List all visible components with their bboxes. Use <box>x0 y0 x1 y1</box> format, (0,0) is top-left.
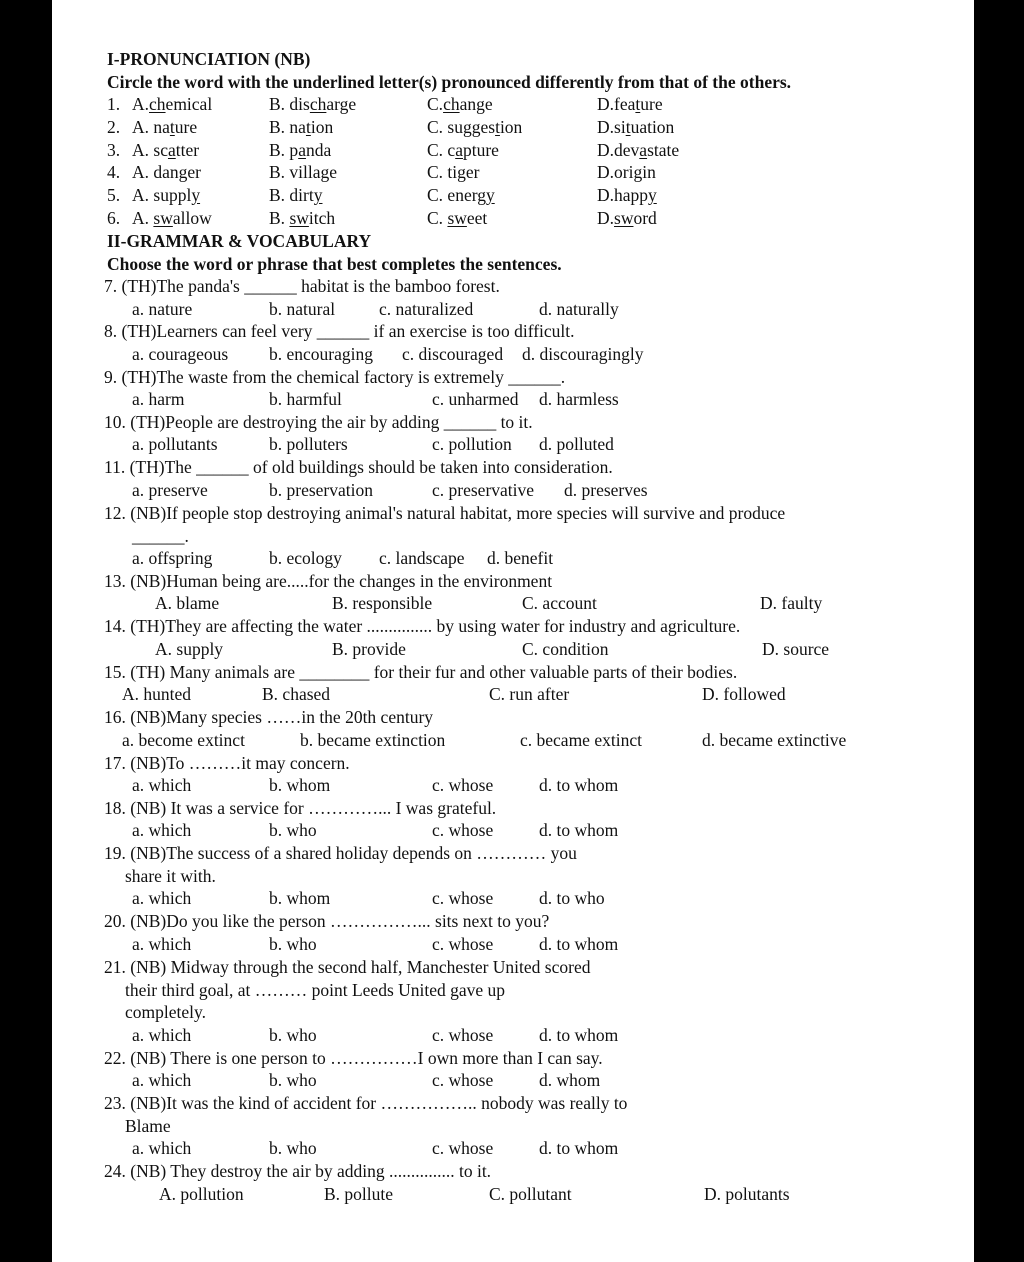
section-title-pronunciation: I-PRONUNCIATION (NB) <box>107 49 311 69</box>
option-text: C. sugges <box>427 117 496 137</box>
question-number: 4. <box>107 162 121 182</box>
answer-option[interactable]: d. harmless <box>539 389 619 409</box>
underlined-letters: sw <box>153 208 173 228</box>
option-text: A. <box>132 208 154 228</box>
answer-option[interactable]: d. preserves <box>564 480 648 500</box>
answer-option[interactable]: c. whose <box>432 775 494 795</box>
underlined-letters: g <box>633 162 643 182</box>
answer-option[interactable]: c. unharmed <box>432 389 519 409</box>
option-text: C. energ <box>427 185 486 205</box>
answer-option[interactable]: b. ecology <box>269 548 342 568</box>
question-text: 11. (TH)The ______ of old buildings should be taken into consideration. <box>104 457 613 477</box>
answer-option[interactable]: d. to whom <box>539 820 619 840</box>
answer-option[interactable] <box>427 207 487 229</box>
option-text: B. <box>269 208 290 228</box>
answer-option[interactable]: d. benefit <box>487 548 554 568</box>
option-text: allow <box>172 208 212 228</box>
underlined-letters: t <box>635 94 641 114</box>
question-number: 5. <box>107 185 121 205</box>
question-text: 24. (NB) They destroy the air by adding ............... to it. <box>104 1161 492 1181</box>
answer-option[interactable]: c. pollution <box>432 434 512 454</box>
answer-option[interactable]: c. preservative <box>432 480 535 500</box>
option-text: uation <box>630 117 675 137</box>
answer-option[interactable]: b. encouraging <box>269 344 373 364</box>
question-text: 20. (NB)Do you like the person ……………... sits next to you? <box>104 911 550 931</box>
answer-option[interactable]: c. discouraged <box>402 344 504 364</box>
answer-option[interactable] <box>269 207 335 229</box>
answer-option[interactable]: d. became extinctive <box>702 730 847 750</box>
answer-option[interactable]: d. to whom <box>539 775 619 795</box>
option-text: er <box>465 162 480 182</box>
option-text: ion <box>310 117 334 137</box>
underlined-letters: sw <box>289 208 309 228</box>
answer-option[interactable]: B. chased <box>262 684 331 704</box>
underlined-letters: sw <box>447 208 467 228</box>
answer-option[interactable]: C. pollutant <box>489 1184 572 1204</box>
option-text: ord <box>633 208 657 228</box>
answer-option[interactable] <box>269 116 333 138</box>
answer-option[interactable]: A. blame <box>155 593 220 613</box>
question-text: 18. (NB) It was a service for …………... I was grateful. <box>104 798 497 818</box>
option-text: D.happ <box>597 185 649 205</box>
option-text: ure <box>640 94 663 114</box>
underlined-letters: g <box>457 162 466 182</box>
answer-option[interactable]: a. courageous <box>132 344 229 364</box>
answer-option[interactable]: a. harm <box>132 389 185 409</box>
option-text: A. na <box>132 117 170 137</box>
option-text: state <box>647 140 680 160</box>
option-text: C. ti <box>427 162 458 182</box>
answer-option[interactable]: c. whose <box>432 1025 494 1045</box>
option-text: nda <box>305 140 332 160</box>
answer-option[interactable]: b. whom <box>269 775 331 795</box>
question-text: 21. (NB) Midway through the second half, Manchester United scored <box>104 957 591 977</box>
answer-option[interactable]: d. to who <box>539 888 605 908</box>
option-text: pture <box>462 140 499 160</box>
answer-option[interactable]: b. who <box>269 934 317 954</box>
underlined-letters: a <box>455 140 463 160</box>
question-text: 10. (TH)People are destroying the air by adding ______ to it. <box>104 412 533 432</box>
answer-option[interactable] <box>132 161 201 183</box>
answer-option[interactable]: b. who <box>269 1138 317 1158</box>
question-text: 13. (NB)Human being are.....for the changes in the environment <box>104 571 553 591</box>
answer-option[interactable] <box>132 139 199 161</box>
document-body <box>52 0 974 1262</box>
answer-option[interactable]: A. supply <box>155 639 224 659</box>
option-text: itch <box>308 208 336 228</box>
question-number: 1. <box>107 94 121 114</box>
answer-option[interactable] <box>427 161 480 183</box>
answer-option[interactable]: A. hunted <box>122 684 192 704</box>
option-text: C. <box>427 94 444 114</box>
question-text: 7. (TH)The panda's ______ habitat is the bamboo forest. <box>104 276 500 296</box>
worksheet-page <box>52 0 974 1262</box>
answer-option[interactable]: a. pollutants <box>132 434 218 454</box>
option-text: arge <box>326 94 357 114</box>
answer-option[interactable]: D. followed <box>702 684 786 704</box>
underlined-letters: g <box>320 162 330 182</box>
answer-option[interactable]: D. faulty <box>760 593 823 613</box>
answer-option[interactable] <box>597 116 674 138</box>
answer-option[interactable]: c. whose <box>432 1138 494 1158</box>
option-text: eet <box>466 208 488 228</box>
question-text-continued: their third goal, at ……… point Leeds United gave up <box>125 980 506 1000</box>
question-text: 14. (TH)They are affecting the water ............... by using water for industry and agriculture. <box>104 616 741 636</box>
option-text: er <box>187 162 202 182</box>
answer-option[interactable]: c. became extinct <box>520 730 642 750</box>
section-instruction-grammar: Choose the word or phrase that best completes the sentences. <box>107 254 562 274</box>
answer-option[interactable]: D. source <box>762 639 830 659</box>
underlined-letters: t <box>625 117 631 137</box>
option-text: B. p <box>269 140 299 160</box>
question-text: 15. (TH) Many animals are ________ for their fur and other valuable parts of their bodies. <box>104 662 738 682</box>
option-text: ion <box>499 117 523 137</box>
section-instruction-pronunciation: Circle the word with the underlined letter(s) pronounced differently from that of the others. <box>107 72 792 92</box>
answer-option[interactable] <box>132 207 212 229</box>
answer-option[interactable] <box>597 184 657 206</box>
question-text: 8. (TH)Learners can feel very ______ if an exercise is too difficult. <box>104 321 575 341</box>
underlined-letters: y <box>648 185 657 205</box>
option-text: D.dev <box>597 140 640 160</box>
answer-option[interactable]: A. pollution <box>159 1184 244 1204</box>
section-title-grammar: II-GRAMMAR & VOCABULARY <box>107 231 372 251</box>
answer-option[interactable] <box>427 93 493 115</box>
underlined-letters: ch <box>149 94 166 114</box>
answer-option[interactable]: b. whom <box>269 888 331 908</box>
answer-option[interactable] <box>269 139 331 161</box>
answer-option[interactable]: d. naturally <box>539 299 619 319</box>
question-text-continued: Blame <box>125 1116 171 1136</box>
question-number: 3. <box>107 140 121 160</box>
underlined-letters: a <box>167 140 176 160</box>
answer-option[interactable]: C. run after <box>489 684 570 704</box>
answer-option[interactable] <box>597 93 663 115</box>
answer-option[interactable]: c. whose <box>432 888 494 908</box>
option-text: A. suppl <box>132 185 192 205</box>
option-text: B. dirt <box>269 185 314 205</box>
question-text: 9. (TH)The waste from the chemical factory is extremely ______. <box>104 367 566 387</box>
option-text: B. villa <box>269 162 321 182</box>
option-text: A. <box>132 94 150 114</box>
answer-option[interactable]: b. harmful <box>269 389 342 409</box>
question-text-continued: ______. <box>132 526 189 546</box>
question-text: 16. (NB)Many species ……in the 20th century <box>104 707 434 727</box>
underlined-letters: t <box>169 117 175 137</box>
answer-option[interactable] <box>427 184 495 206</box>
answer-option[interactable]: a. preserve <box>132 480 208 500</box>
answer-option[interactable]: a. offspring <box>132 548 213 568</box>
underlined-letters: y <box>485 185 495 205</box>
answer-option[interactable]: b. preservation <box>269 480 373 500</box>
answer-option[interactable] <box>427 116 522 138</box>
underlined-letters: g <box>178 162 188 182</box>
option-text: in <box>642 162 656 182</box>
option-text: ange <box>459 94 493 114</box>
option-text: A. sc <box>132 140 168 160</box>
option-text: D. <box>597 208 615 228</box>
answer-option[interactable]: c. whose <box>432 1070 494 1090</box>
option-text: ure <box>174 117 198 137</box>
option-text: D.fea <box>597 94 636 114</box>
question-text: 19. (NB)The success of a shared holiday depends on ………… you <box>104 843 577 863</box>
answer-option[interactable]: B. responsible <box>332 593 433 613</box>
answer-option[interactable]: a. which <box>132 1070 192 1090</box>
answer-option[interactable]: b. who <box>269 820 317 840</box>
option-text: tter <box>175 140 200 160</box>
option-text: emical <box>165 94 213 114</box>
answer-option[interactable]: B. provide <box>332 639 406 659</box>
answer-option[interactable]: d. discouragingly <box>522 344 644 364</box>
answer-option[interactable]: c. landscape <box>379 548 465 568</box>
question-number: 6. <box>107 208 121 228</box>
answer-option[interactable] <box>597 139 679 161</box>
answer-option[interactable]: c. whose <box>432 934 494 954</box>
answer-option[interactable] <box>269 93 356 115</box>
answer-option[interactable] <box>269 161 337 183</box>
answer-option[interactable]: b. who <box>269 1025 317 1045</box>
answer-option[interactable]: a. which <box>132 820 192 840</box>
underlined-letters: a <box>298 140 306 160</box>
answer-option[interactable] <box>427 139 499 161</box>
underlined-letters: y <box>191 185 201 205</box>
question-text-continued: share it with. <box>125 866 216 886</box>
question-text: 22. (NB) There is one person to ……………I own more than I can say. <box>104 1048 603 1068</box>
answer-option[interactable]: a. which <box>132 775 192 795</box>
option-text: D.ori <box>597 162 634 182</box>
option-text: B. na <box>269 117 306 137</box>
answer-option[interactable]: d. to whom <box>539 1025 619 1045</box>
underlined-letters: t <box>305 117 311 137</box>
underlined-letters: ch <box>443 94 460 114</box>
answer-option[interactable]: d. whom <box>539 1070 601 1090</box>
answer-option[interactable] <box>132 116 197 138</box>
question-number: 2. <box>107 117 121 137</box>
answer-option[interactable] <box>269 184 322 206</box>
answer-option[interactable]: D. polutants <box>704 1184 790 1204</box>
answer-option[interactable]: C. account <box>522 593 597 613</box>
answer-option[interactable]: C. condition <box>522 639 609 659</box>
question-text: 17. (NB)To ………it may concern. <box>104 753 350 773</box>
option-text: A. dan <box>132 162 179 182</box>
answer-option[interactable]: a. become extinct <box>122 730 245 750</box>
answer-option[interactable]: c. whose <box>432 820 494 840</box>
option-text: B. dis <box>269 94 310 114</box>
answer-option[interactable] <box>597 161 656 183</box>
answer-option[interactable] <box>132 93 212 115</box>
option-text: C. c <box>427 140 456 160</box>
answer-option[interactable]: a. which <box>132 1138 192 1158</box>
answer-option[interactable] <box>132 184 200 206</box>
answer-option[interactable]: d. to whom <box>539 934 619 954</box>
underlined-letters: y <box>313 185 323 205</box>
answer-option[interactable]: c. naturalized <box>379 299 474 319</box>
answer-option[interactable]: a. which <box>132 888 192 908</box>
option-text: C. <box>427 208 448 228</box>
answer-option[interactable]: a. which <box>132 1025 192 1045</box>
question-text: 23. (NB)It was the kind of accident for …………….. nobody was really to <box>104 1093 628 1113</box>
answer-option[interactable]: b. who <box>269 1070 317 1090</box>
answer-option[interactable] <box>597 207 657 229</box>
underlined-letters: a <box>639 140 648 160</box>
question-text: 12. (NB)If people stop destroying animal's natural habitat, more species will survive and produce <box>104 503 786 523</box>
answer-option[interactable]: b. natural <box>269 299 336 319</box>
answer-option[interactable]: d. polluted <box>539 434 614 454</box>
answer-option[interactable]: B. pollute <box>324 1184 394 1204</box>
answer-option[interactable]: b. became extinction <box>300 730 446 750</box>
question-text-continued: completely. <box>125 1002 206 1022</box>
answer-option[interactable]: a. nature <box>132 299 193 319</box>
underlined-letters: ch <box>309 94 327 114</box>
answer-option[interactable]: a. which <box>132 934 192 954</box>
option-text: e <box>329 162 338 182</box>
answer-option[interactable]: d. to whom <box>539 1138 619 1158</box>
underlined-letters: t <box>495 117 500 137</box>
answer-option[interactable]: b. polluters <box>269 434 348 454</box>
option-text: D.si <box>597 117 626 137</box>
underlined-letters: sw <box>614 208 634 228</box>
